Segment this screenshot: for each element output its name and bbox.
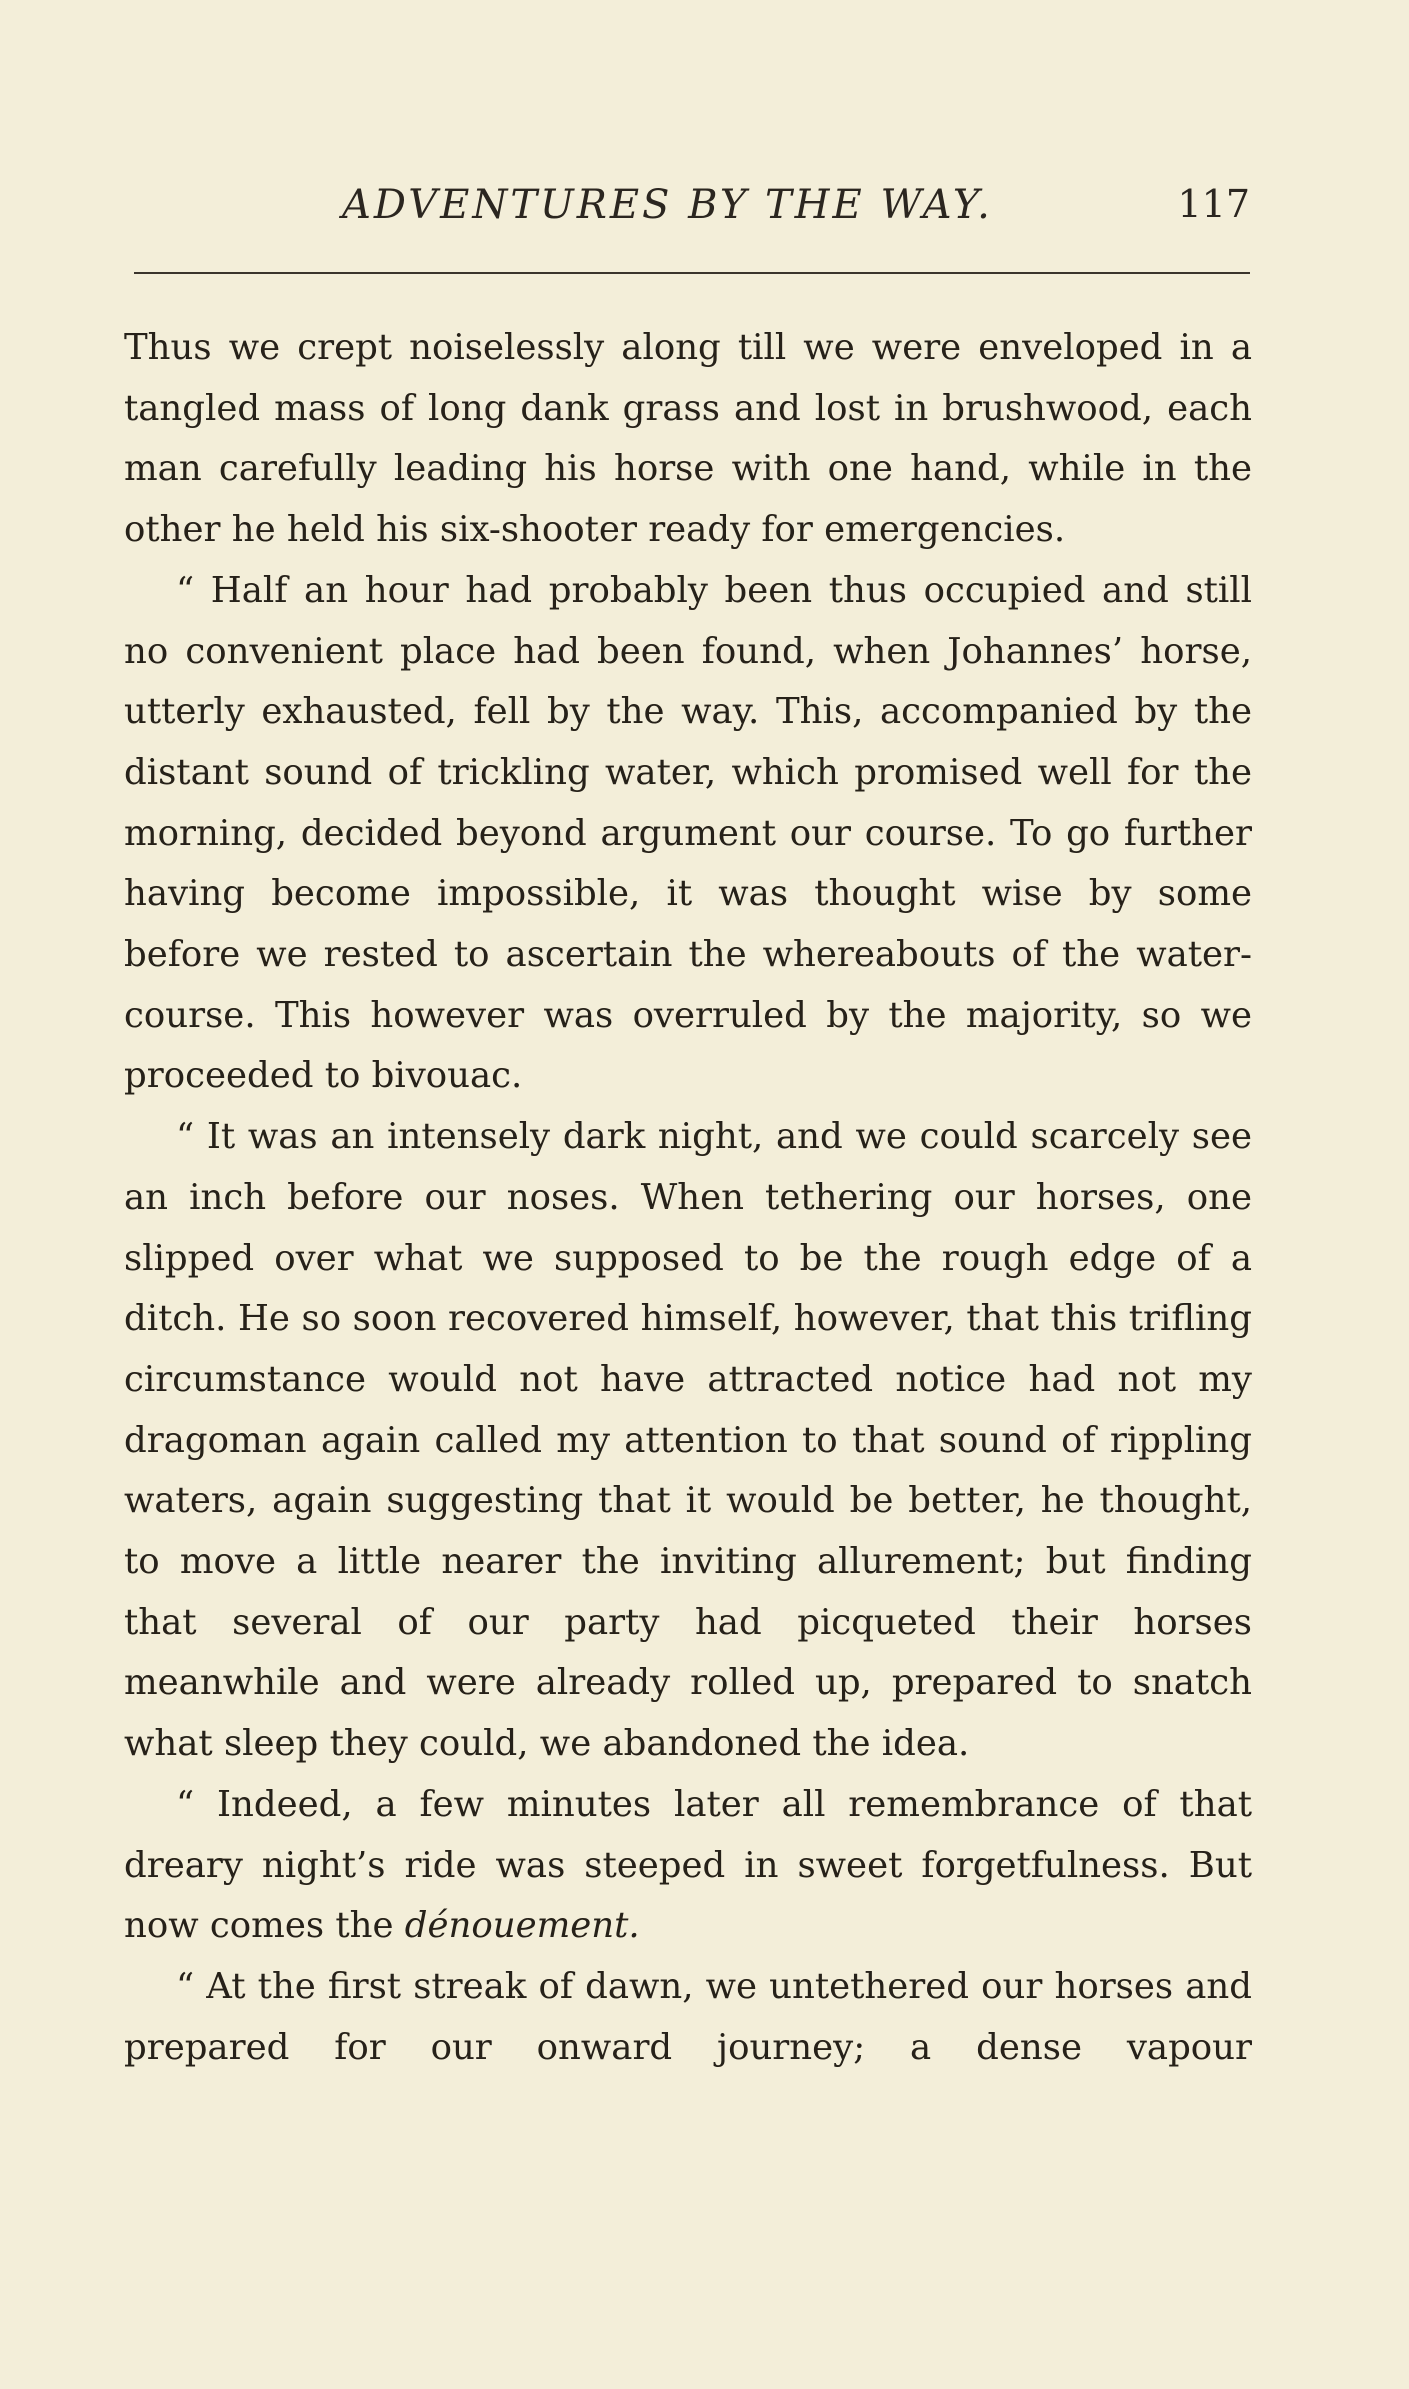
paragraph-5: “ At the first streak of dawn, we untethered our horses and prepared for our onward journey; a dense vapour [124,1965,1252,2068]
paragraph-2: “ Half an hour had probably been thus occupied and still no convenient place had been found, when Johannes’ horse, utterly exhausted, fell by the way. This, accompanied by the distant sound of trickling water, which promised well for the morning, decided beyond argument our course. To go further having become impossible, it was thought wise by some before we rested to ascertain the whereabouts of the water-course. This however was overruled by the majority, so we proceeded to bivouac. [124,569,1252,1097]
running-title: ADVENTURES BY THE WAY. [342,182,993,228]
page-number: 117 [1177,182,1250,226]
paragraph-4 [124,1775,1252,1957]
header-rule [134,272,1250,274]
paragraph-3: “ It was an intensely dark night, and we could scarcely see an inch before our noses. When tethering our horses, one slipped over what we supposed to be the rough edge of a ditch. He so soon recovered himself, however, that this trifling circumstance would not have attracted notice had not my dragoman again called my attention to that sound of rippling waters, again suggesting that it would be better, he thought, to move a little nearer the inviting allurement; but finding that several of our party had picqueted their horses meanwhile and were already rolled up, prepared to snatch what sleep they could, we abandoned the idea. [124,1116,1252,1765]
text-body [124,318,1252,2078]
paragraph-4-text: “ Indeed, a few minutes later all remembrance of that dreary night’s ride was steeped in sweet forgetfulness. But now comes the [124,1783,1252,1947]
running-head [132,176,1250,238]
paragraph-1: Thus we crept noiselessly along till we were enveloped in a tangled mass of long dank grass and lost in brushwood, each man carefully leading his horse with one hand, while in the other he held his six-shooter ready for emergencies. [124,327,1252,551]
italic-word-denouement: dénouement. [404,1905,640,1947]
